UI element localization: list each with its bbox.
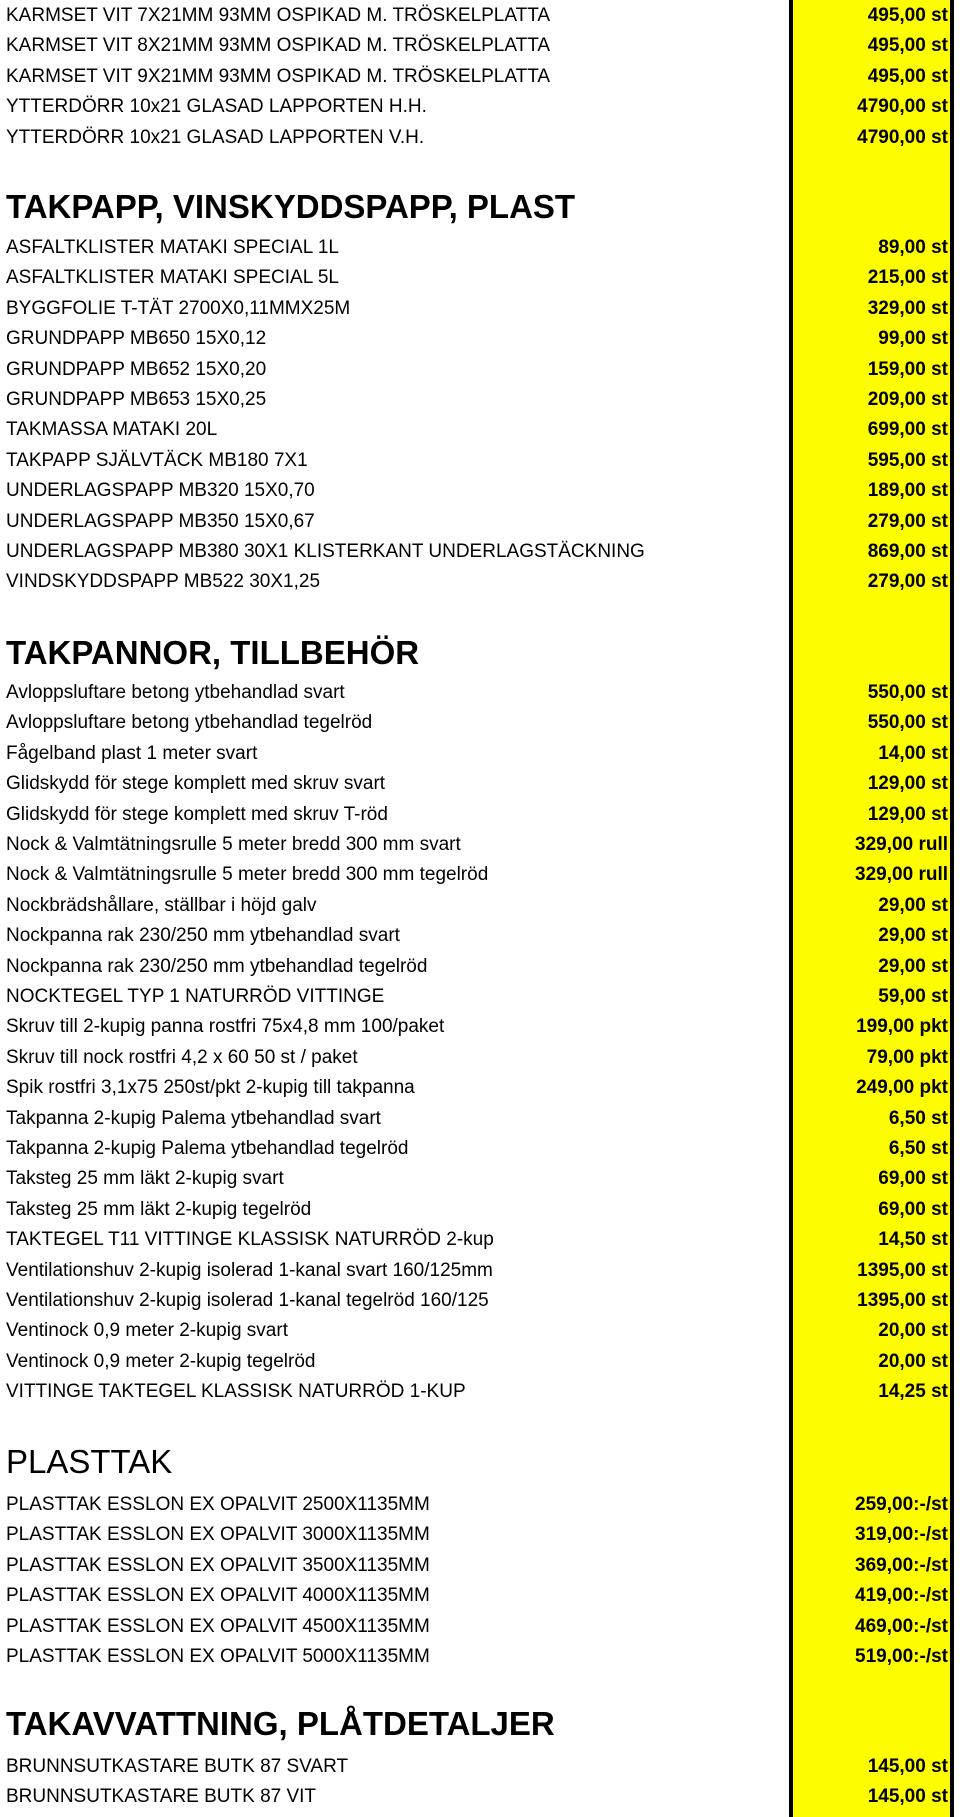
product-name: KARMSET VIT 7X21MM 93MM OSPIKAD M. TRÖSKELPLATTA bbox=[6, 5, 551, 26]
product-name: KARMSET VIT 8X21MM 93MM OSPIKAD M. TRÖSKELPLATTA bbox=[6, 35, 551, 57]
product-name: UNDERLAGSPAPP MB380 30X1 KLISTERKANT UNDERLAGSTÄCKNING bbox=[6, 541, 645, 562]
list-item bbox=[0, 1256, 960, 1286]
list-item bbox=[0, 1520, 960, 1550]
product-price: 20,00 st bbox=[878, 1320, 948, 1342]
product-name: Nock & Valmtätningsrulle 5 meter bredd 300 mm svart bbox=[6, 834, 461, 855]
product-price: 329,00 rull bbox=[855, 834, 948, 855]
list-item bbox=[0, 708, 960, 738]
section-heading: PLASTTAK bbox=[6, 1443, 173, 1480]
product-price: 469,00:-/st bbox=[855, 1615, 948, 1637]
product-name: ASFALTKLISTER MATAKI SPECIAL 5L bbox=[6, 267, 339, 289]
product-price: 215,00 st bbox=[867, 267, 948, 289]
product-name: TAKPAPP SJÄLVTÄCK MB180 7X1 bbox=[6, 449, 308, 471]
list-item bbox=[0, 385, 960, 415]
product-name: TAKMASSA MATAKI 20L bbox=[6, 419, 218, 441]
product-name: Takpanna 2-kupig Palema ytbehandlad svart bbox=[6, 1107, 381, 1129]
product-name: Takpanna 2-kupig Palema ytbehandlad tegelröd bbox=[6, 1138, 409, 1159]
list-item bbox=[0, 294, 960, 324]
product-name: Fågelband plast 1 meter svart bbox=[6, 742, 258, 764]
product-name: Spik rostfri 3,1x75 250st/pkt 2-kupig till takpanna bbox=[6, 1077, 415, 1099]
product-price: 189,00 st bbox=[867, 480, 948, 502]
product-price: 129,00 st bbox=[867, 773, 948, 795]
product-name: PLASTTAK ESSLON EX OPALVIT 5000X1135MM bbox=[6, 1646, 430, 1667]
product-name: Ventilationshuv 2-kupig isolerad 1-kanal tegelröd 160/125 bbox=[6, 1290, 489, 1311]
product-price: 495,00 st bbox=[867, 5, 948, 26]
list-item bbox=[0, 1043, 960, 1073]
list-item bbox=[0, 1347, 960, 1377]
product-name: PLASTTAK ESSLON EX OPALVIT 3000X1135MM bbox=[6, 1524, 430, 1546]
product-price: 329,00 rull bbox=[855, 864, 948, 886]
product-price: 69,00 st bbox=[878, 1198, 948, 1220]
product-name: PLASTTAK ESSLON EX OPALVIT 3500X1135MM bbox=[6, 1554, 430, 1576]
list-item bbox=[0, 324, 960, 354]
list-item bbox=[0, 507, 960, 537]
product-name: Taksteg 25 mm läkt 2-kupig svart bbox=[6, 1168, 284, 1190]
product-name: PLASTTAK ESSLON EX OPALVIT 4000X1135MM bbox=[6, 1585, 430, 1607]
product-name: VITTINGE TAKTEGEL KLASSISK NATURRÖD 1-KUP bbox=[6, 1381, 466, 1403]
product-name: KARMSET VIT 9X21MM 93MM OSPIKAD M. TRÖSKELPLATTA bbox=[6, 65, 551, 87]
product-name: Nock & Valmtätningsrulle 5 meter bredd 300 mm tegelröd bbox=[6, 864, 489, 886]
list-item bbox=[0, 567, 960, 597]
product-price: 129,00 st bbox=[867, 803, 948, 825]
product-name: GRUNDPAPP MB653 15X0,25 bbox=[6, 389, 267, 410]
list-item bbox=[0, 1490, 960, 1520]
list-item bbox=[0, 1377, 960, 1407]
list-item bbox=[0, 233, 960, 263]
product-name: PLASTTAK ESSLON EX OPALVIT 2500X1135MM bbox=[6, 1494, 430, 1515]
product-price: 145,00 st bbox=[867, 1786, 948, 1808]
product-price: 29,00 st bbox=[878, 894, 948, 916]
list-item bbox=[0, 537, 960, 567]
product-price: 59,00 st bbox=[878, 986, 948, 1007]
product-name: ASFALTKLISTER MATAKI SPECIAL 1L bbox=[6, 237, 339, 258]
product-name: Ventinock 0,9 meter 2-kupig tegelröd bbox=[6, 1350, 316, 1372]
list-item bbox=[0, 415, 960, 445]
product-name: Nockbrädshållare, ställbar i höjd galv bbox=[6, 894, 317, 916]
product-name: Avloppsluftare betong ytbehandlad tegelröd bbox=[6, 712, 373, 734]
product-name: Nockpanna rak 230/250 mm ytbehandlad tegelröd bbox=[6, 955, 428, 977]
product-price: 6,50 st bbox=[888, 1138, 948, 1159]
product-name: NOCKTEGEL TYP 1 NATURRÖD VITTINGE bbox=[6, 986, 385, 1007]
product-price: 69,00 st bbox=[878, 1168, 948, 1190]
list-item bbox=[0, 446, 960, 476]
section-heading: TAKPAPP, VINSKYDDSPAPP, PLAST bbox=[6, 188, 576, 225]
section-heading: TAKPANNOR, TILLBEHÖR bbox=[6, 634, 420, 671]
list-item bbox=[0, 1164, 960, 1194]
product-price: 279,00 st bbox=[867, 510, 948, 532]
product-price: 279,00 st bbox=[867, 571, 948, 593]
product-price: 1395,00 st bbox=[857, 1290, 948, 1311]
list-item bbox=[0, 952, 960, 982]
product-name: BRUNNSUTKASTARE BUTK 87 VIT bbox=[6, 1786, 317, 1808]
list-item bbox=[0, 1225, 960, 1255]
list-item bbox=[0, 800, 960, 830]
product-name: Glidskydd för stege komplett med skruv svart bbox=[6, 773, 386, 795]
product-name: BRUNNSUTKASTARE BUTK 87 SVART bbox=[6, 1756, 349, 1777]
list-item bbox=[0, 678, 960, 708]
product-price: 89,00 st bbox=[878, 237, 948, 258]
product-price: 4790,00 st bbox=[857, 126, 948, 148]
product-price: 519,00:-/st bbox=[855, 1646, 948, 1667]
list-item bbox=[0, 1642, 960, 1672]
product-name: Skruv till 2-kupig panna rostfri 75x4,8 mm 100/paket bbox=[6, 1016, 445, 1038]
list-item bbox=[0, 92, 960, 122]
product-price: 6,50 st bbox=[888, 1107, 948, 1129]
list-item bbox=[0, 1073, 960, 1103]
product-name: BYGGFOLIE T-TÄT 2700X0,11MMX25M bbox=[6, 297, 351, 319]
list-item bbox=[0, 123, 960, 153]
list-item bbox=[0, 1, 960, 31]
product-price: 4790,00 st bbox=[857, 96, 948, 118]
product-price: 329,00 st bbox=[867, 297, 948, 319]
product-price: 29,00 st bbox=[878, 955, 948, 977]
product-price: 199,00 pkt bbox=[856, 1016, 948, 1038]
list-item bbox=[0, 1782, 960, 1812]
product-name: GRUNDPAPP MB652 15X0,20 bbox=[6, 358, 267, 380]
product-price: 259,00:-/st bbox=[855, 1494, 948, 1515]
product-price: 99,00 st bbox=[878, 328, 948, 350]
product-name: YTTERDÖRR 10x21 GLASAD LAPPORTEN V.H. bbox=[6, 126, 425, 148]
product-price: 369,00:-/st bbox=[855, 1554, 948, 1576]
list-item bbox=[0, 31, 960, 61]
product-price: 595,00 st bbox=[867, 449, 948, 471]
list-item bbox=[0, 830, 960, 860]
product-price: 249,00 pkt bbox=[856, 1077, 948, 1099]
product-name: VINDSKYDDSPAPP MB522 30X1,25 bbox=[6, 571, 321, 593]
product-price: 869,00 st bbox=[867, 541, 948, 562]
list-item bbox=[0, 769, 960, 799]
product-price: 209,00 st bbox=[867, 389, 948, 410]
list-item bbox=[0, 860, 960, 890]
product-name: Taksteg 25 mm läkt 2-kupig tegelröd bbox=[6, 1198, 312, 1220]
product-price: 79,00 pkt bbox=[866, 1046, 948, 1068]
list-item bbox=[0, 1752, 960, 1782]
product-price: 699,00 st bbox=[867, 419, 948, 441]
list-item bbox=[0, 1612, 960, 1642]
list-item bbox=[0, 739, 960, 769]
product-name: Skruv till nock rostfri 4,2 x 60 50 st / paket bbox=[6, 1046, 358, 1068]
product-name: GRUNDPAPP MB650 15X0,12 bbox=[6, 328, 267, 350]
product-price: 1395,00 st bbox=[857, 1259, 948, 1281]
product-price: 159,00 st bbox=[867, 358, 948, 380]
list-item bbox=[0, 1012, 960, 1042]
product-name: YTTERDÖRR 10x21 GLASAD LAPPORTEN H.H. bbox=[6, 96, 427, 118]
list-item bbox=[0, 62, 960, 92]
product-price: 550,00 st bbox=[867, 682, 948, 703]
product-name: Avloppsluftare betong ytbehandlad svart bbox=[6, 682, 345, 703]
product-price: 14,50 st bbox=[878, 1229, 948, 1251]
list-item bbox=[0, 921, 960, 951]
list-item bbox=[0, 1286, 960, 1316]
list-item bbox=[0, 1104, 960, 1134]
product-price: 319,00:-/st bbox=[855, 1524, 948, 1546]
product-name: PLASTTAK ESSLON EX OPALVIT 4500X1135MM bbox=[6, 1615, 430, 1637]
product-name: Glidskydd för stege komplett med skruv T-röd bbox=[6, 803, 388, 825]
product-price: 550,00 st bbox=[867, 712, 948, 734]
list-item bbox=[0, 263, 960, 293]
product-price: 419,00:-/st bbox=[855, 1585, 948, 1607]
product-price: 145,00 st bbox=[867, 1756, 948, 1777]
list-item bbox=[0, 1316, 960, 1346]
product-name: Nockpanna rak 230/250 mm ytbehandlad svart bbox=[6, 925, 400, 947]
product-name: UNDERLAGSPAPP MB320 15X0,70 bbox=[6, 480, 315, 502]
product-price: 29,00 st bbox=[878, 925, 948, 947]
product-name: UNDERLAGSPAPP MB350 15X0,67 bbox=[6, 510, 315, 532]
product-name: Ventilationshuv 2-kupig isolerad 1-kanal svart 160/125mm bbox=[6, 1259, 493, 1281]
product-price: 14,00 st bbox=[878, 742, 948, 764]
list-item bbox=[0, 476, 960, 506]
list-item bbox=[0, 1134, 960, 1164]
list-item bbox=[0, 1195, 960, 1225]
list-item bbox=[0, 355, 960, 385]
list-item bbox=[0, 1581, 960, 1611]
product-price: 495,00 st bbox=[867, 65, 948, 87]
product-price: 495,00 st bbox=[867, 35, 948, 57]
product-name: Ventinock 0,9 meter 2-kupig svart bbox=[6, 1320, 288, 1342]
list-item bbox=[0, 982, 960, 1012]
section-heading: TAKAVVATTNING, PLÅTDETALJER bbox=[6, 1705, 555, 1742]
list-item bbox=[0, 1551, 960, 1581]
product-name: TAKTEGEL T11 VITTINGE KLASSISK NATURRÖD 2-kup bbox=[6, 1229, 494, 1251]
list-item bbox=[0, 891, 960, 921]
product-price: 20,00 st bbox=[878, 1350, 948, 1372]
product-price: 14,25 st bbox=[878, 1381, 948, 1403]
